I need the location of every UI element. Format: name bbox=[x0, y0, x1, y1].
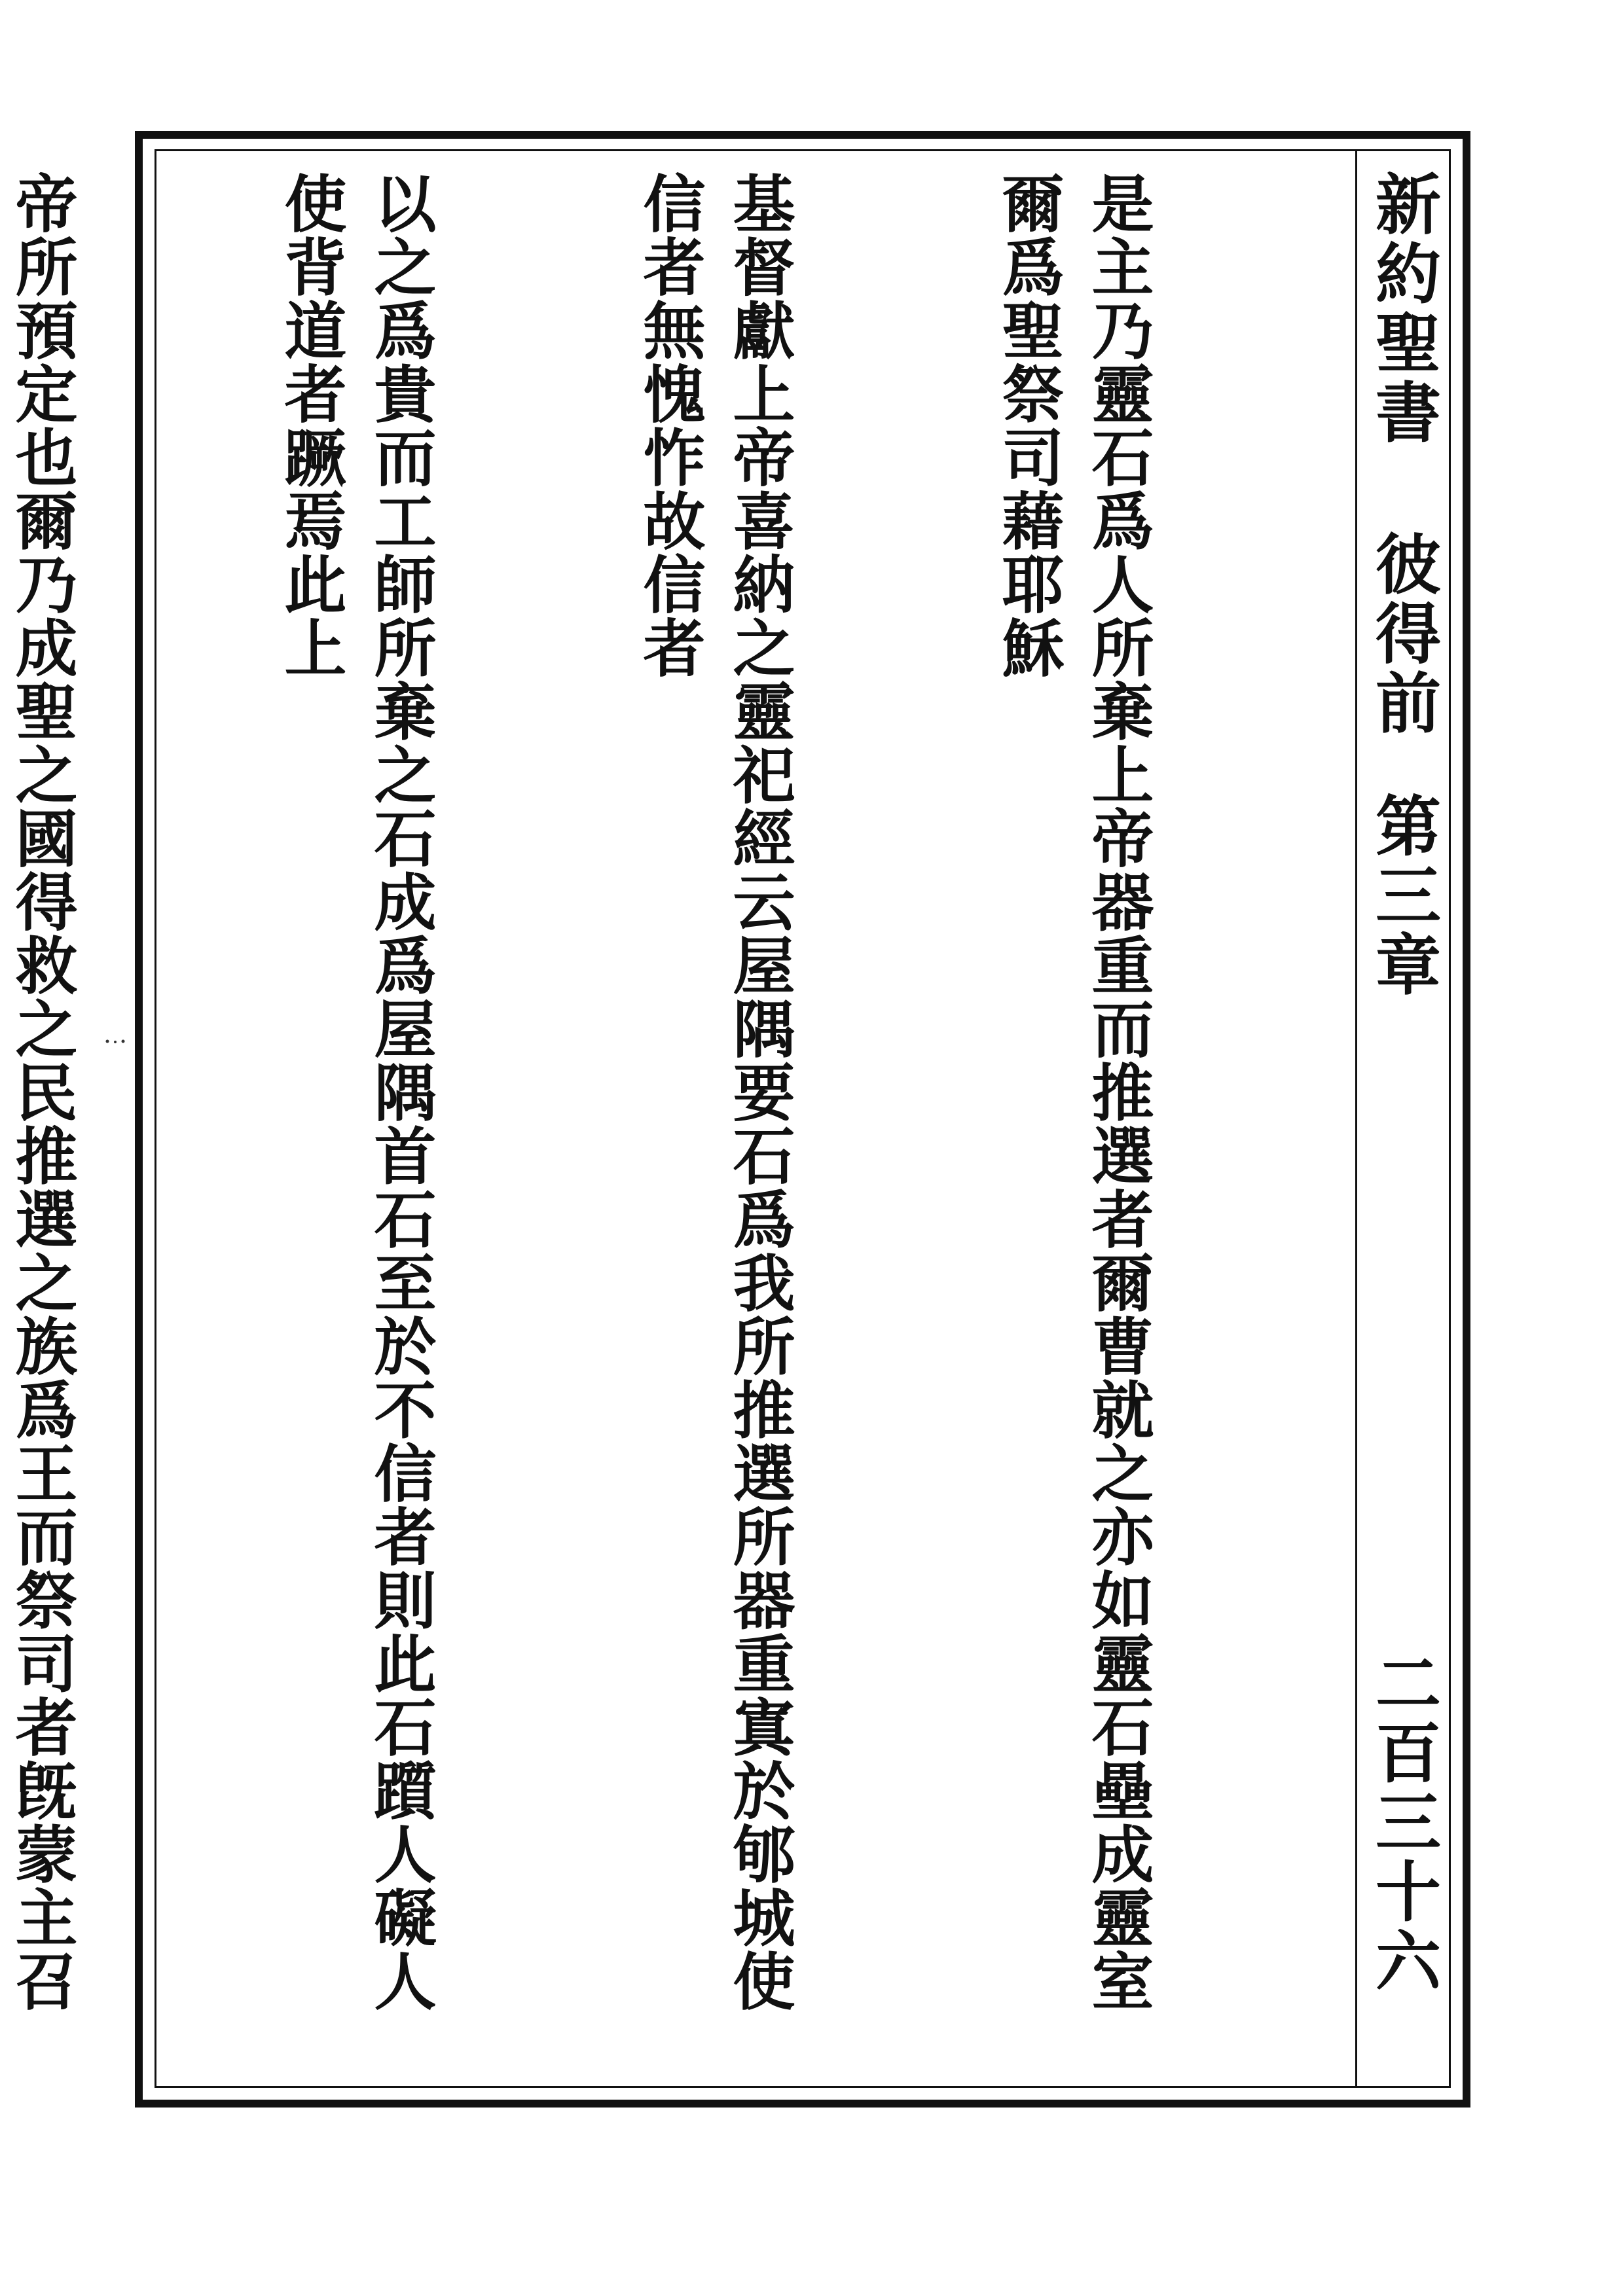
page-number: 二百三十六 bbox=[1364, 1649, 1442, 1996]
margin-speck-icon bbox=[105, 1037, 128, 1045]
header-divider bbox=[1355, 149, 1357, 2088]
section-title: 彼得前 bbox=[1364, 530, 1442, 738]
body-text bbox=[5, 171, 1342, 2070]
text-column: 是主乃靈石爲人所棄上帝器重而推選者爾曹就之亦如靈石壘成靈室爾爲聖祭司藉耶穌 bbox=[992, 171, 1154, 2013]
chapter-title: 第三章 bbox=[1364, 792, 1442, 1000]
running-header bbox=[1360, 164, 1446, 2075]
book-title: 新約聖書 bbox=[1364, 170, 1442, 448]
text-column: 帝所預定也爾乃成聖之國得救之民推選之族爲王而祭司者旣蒙主召 bbox=[5, 171, 78, 2013]
margin-speck bbox=[105, 1037, 128, 1045]
text-column: 以之爲貴而工師所棄之石成爲屋隅首石至於不信者則此石躓人礙人使背道者蹶焉此上 bbox=[274, 171, 437, 2013]
text-column: 基督獻上帝喜納之靈祀經云屋隅要石爲我所推選所器重寘於郇城使信者無愧怍故信者 bbox=[633, 171, 795, 2013]
